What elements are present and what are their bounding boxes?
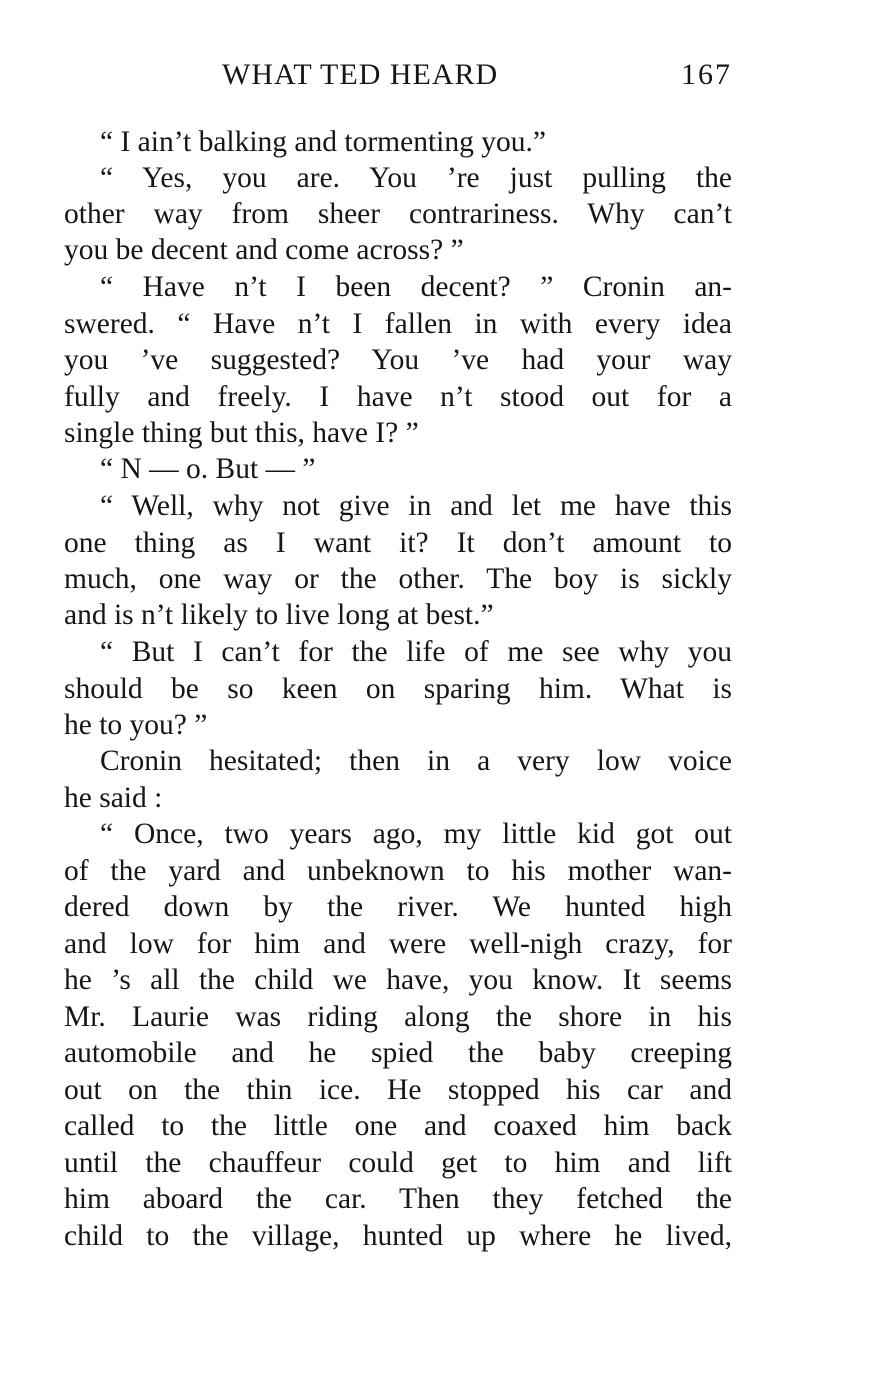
text-line: called to the little one and coaxed him back <box>64 1110 732 1142</box>
text-line: dered down by the river. We hunted high <box>64 891 732 923</box>
text-line: one thing as I want it? It don’t amount to <box>64 527 732 559</box>
text-line: automobile and he spied the baby creeping <box>64 1037 732 1069</box>
text-line: should be so keen on sparing him. What is <box>64 673 732 705</box>
text-line: he to you? ” <box>64 709 208 741</box>
text-line: “ But I can’t for the life of me see why you <box>100 636 732 668</box>
text-line: Mr. Laurie was riding along the shore in his <box>64 1001 732 1033</box>
text-line: you ’ve suggested? You ’ve had your way <box>64 344 732 376</box>
text-line: Cronin hesitated; then in a very low voice <box>100 745 732 777</box>
text-line: “ Once, two years ago, my little kid got out <box>100 818 732 850</box>
text-line: “ Have n’t I been decent? ” Cronin an- <box>100 271 732 303</box>
text-line: he ’s all the child we have, you know. It seems <box>64 964 732 996</box>
text-line: he said : <box>64 782 163 814</box>
text-line: child to the village, hunted up where he lived, <box>64 1220 732 1252</box>
text-line: and low for him and were well-nigh crazy, for <box>64 928 732 960</box>
text-line: of the yard and unbeknown to his mother wan- <box>64 855 732 887</box>
text-line: “ N — o. But — ” <box>100 453 316 485</box>
text-line: fully and freely. I have n’t stood out for a <box>64 381 732 413</box>
text-line: “ Well, why not give in and let me have this <box>100 490 732 522</box>
text-line: swered. “ Have n’t I fallen in with every idea <box>64 308 732 340</box>
text-line: and is n’t likely to live long at best.” <box>64 599 494 631</box>
text-line: “ I ain’t balking and tormenting you.” <box>100 126 546 158</box>
text-line: “ Yes, you are. You ’re just pulling the <box>100 162 732 194</box>
text-line: other way from sheer contrariness. Why can’t <box>64 198 732 230</box>
text-line: you be decent and come across? ” <box>64 234 464 266</box>
page-number: 167 <box>681 58 732 91</box>
text-line: out on the thin ice. He stopped his car and <box>64 1074 732 1106</box>
text-line: much, one way or the other. The boy is sickly <box>64 563 732 595</box>
running-head <box>64 58 736 98</box>
text-line: until the chauffeur could get to him and lift <box>64 1147 732 1179</box>
text-line: single thing but this, have I? ” <box>64 417 419 449</box>
text-line: him aboard the car. Then they fetched the <box>64 1183 732 1215</box>
running-title: WHAT TED HEARD <box>222 58 499 91</box>
